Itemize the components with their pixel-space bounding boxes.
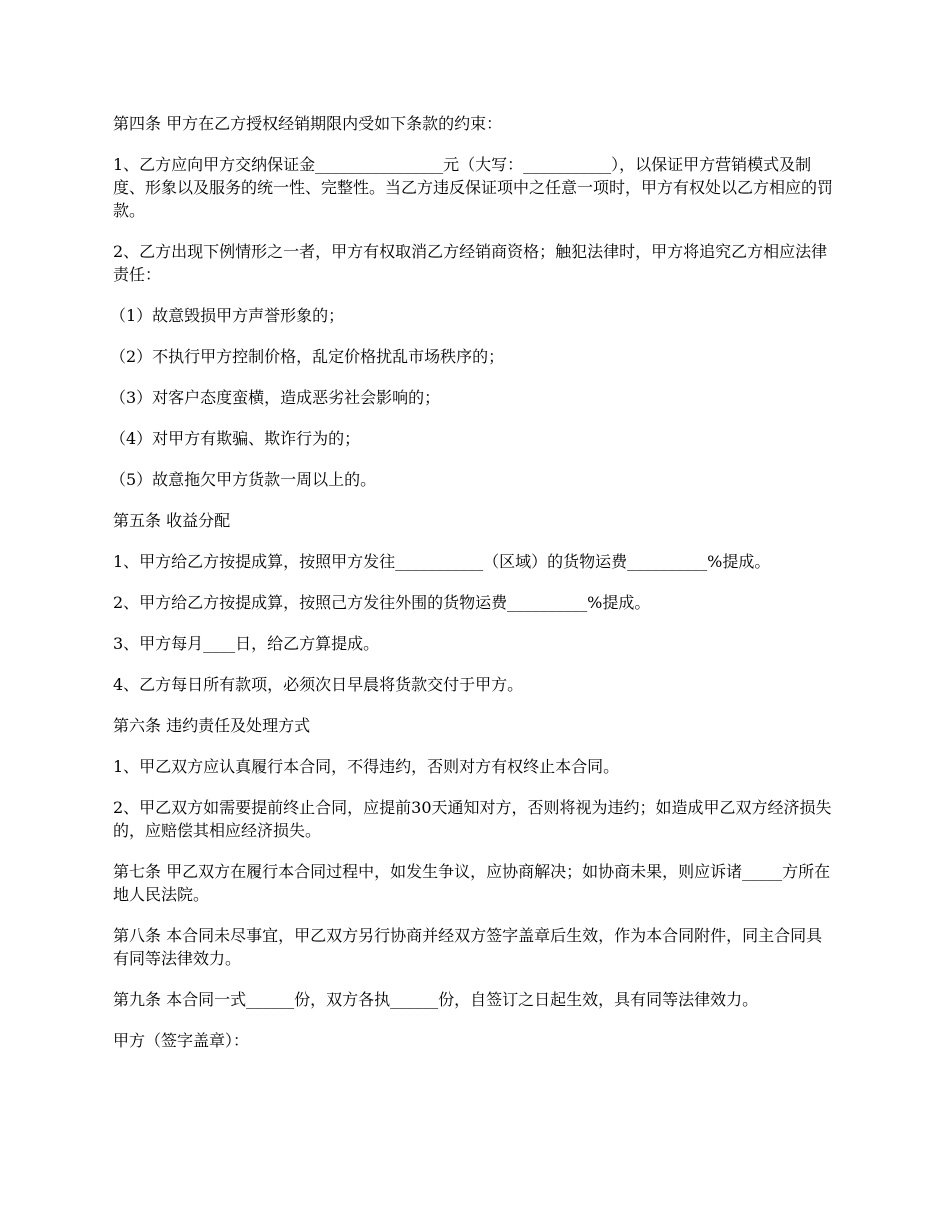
article-4-heading: 第四条 甲方在乙方授权经销期限内受如下条款的约束： <box>113 114 503 133</box>
article-4-item-1: （1）故意毁损甲方声誉形象的； <box>110 306 345 325</box>
article-5-clause-3: 3、甲方每月____日，给乙方算提成。 <box>113 634 380 653</box>
article-7: 第七条 甲乙双方在履行本合同过程中，如发生争议，应协商解决；如协商未果，则应诉诸_____方所在地人民法院。 <box>113 862 831 904</box>
article-5-clause-4: 4、乙方每日所有款项，必须次日早晨将货款交付于甲方。 <box>113 675 524 694</box>
document-body <box>110 112 838 1070</box>
article-4-item-3: （3）对客户态度蛮横，造成恶劣社会影响的； <box>110 388 441 407</box>
article-5-clause-2: 2、甲方给乙方按提成算，按照己方发往外围的货物运费__________%提成。 <box>113 593 651 612</box>
article-8: 第八条 本合同未尽事宜，甲乙双方另行协商并经双方签字盖章后生效，作为本合同附件，同主合同具有同等法律效力。 <box>113 926 823 968</box>
article-6-clause-2: 2、甲乙双方如需要提前终止合同，应提前30天通知对方，否则将视为违约；如造成甲乙双方经济损失的，应赔偿其相应经济损失。 <box>113 798 832 840</box>
article-9: 第九条 本合同一式______份，双方各执______份，自签订之日起生效，具有同等法律效力。 <box>113 990 759 1009</box>
article-6-heading: 第六条 违约责任及处理方式 <box>113 716 311 735</box>
party-a-signature-line: 甲方（签字盖章）： <box>113 1031 250 1050</box>
article-6-clause-1: 1、甲乙双方应认真履行本合同，不得违约，否则对方有权终止本合同。 <box>113 757 620 776</box>
article-5-heading: 第五条 收益分配 <box>113 511 231 530</box>
article-4-clause-2: 2、乙方出现下例情形之一者，甲方有权取消乙方经销商资格；触犯法律时，甲方将追究乙方相应法律责任： <box>113 242 828 284</box>
article-5-clause-1: 1、甲方给乙方按提成算，按照甲方发往___________（区域）的货物运费__________%提成。 <box>113 552 771 571</box>
article-4-item-4: （4）对甲方有欺骗、欺诈行为的； <box>110 429 361 448</box>
article-4-item-2: （2）不执行甲方控制价格，乱定价格扰乱市场秩序的； <box>110 347 505 366</box>
article-4-item-5: （5）故意拖欠甲方货款一周以上的。 <box>110 470 377 489</box>
article-4-clause-1: 1、乙方应向甲方交纳保证金________________元（大写：___________），以保证甲方营销模式及制度、形象以及服务的统一性、完整性。当乙方违反保证项中之任意一项时，甲方有权处以乙方相应的罚款。 <box>113 155 834 220</box>
